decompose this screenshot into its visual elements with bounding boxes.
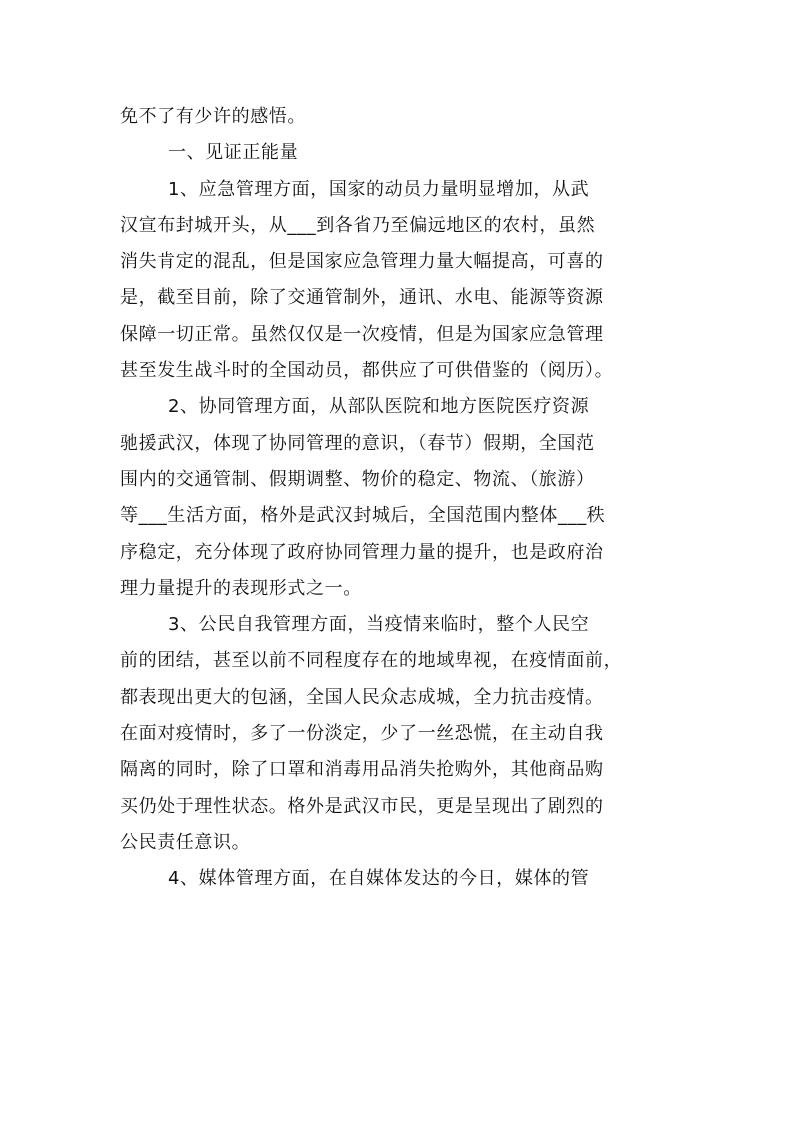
text-line: 消失肯定的混乱，但是国家应急管理力量大幅提高，可喜的: [120, 251, 604, 273]
text-line: 汉宣布封城开头，从___到各省乃至偏远地区的农村，虽然: [120, 214, 596, 236]
text-line: 前的团结，甚至以前不同程度存在的地域卑视，在疫情面前，: [120, 650, 623, 672]
text-line: 是，截至目前，除了交通管制外，通讯、水电、能源等资源: [120, 287, 604, 309]
text-line: 2、协同管理方面，从部队医院和地方医院医疗资源: [168, 396, 590, 418]
text-line: 免不了有少许的感悟。: [120, 106, 306, 127]
text-line: 公民责任意识。: [120, 831, 251, 853]
text-line: 一、见证正能量: [168, 142, 299, 164]
document-body: [120, 99, 680, 898]
text-line: 理力量提升的表现形式之一。: [120, 577, 362, 599]
text-line: 甚至发生战斗时的全国动员，都供应了可供借鉴的（阅历）。: [120, 360, 614, 382]
text-line: 4、媒体管理方面，在自媒体发达的今日，媒体的管: [168, 868, 590, 890]
text-line: 保障一切正常。虽然仅仅是一次疫情，但是为国家应急管理: [120, 323, 604, 345]
text-line: 围内的交通管制、假期调整、物价的稳定、物流、（旅游）: [120, 468, 595, 490]
text-line: 驰援武汉，体现了协同管理的意识，（春节）假期，全国范: [120, 432, 595, 454]
text-line: 序稳定，充分体现了政府协同管理力量的提升，也是政府治: [120, 541, 604, 563]
text-line: 都表现出更大的包涵，全国人民众志成城，全力抗击疫情。: [120, 686, 604, 708]
text-line: 在面对疫情时，多了一份淡定，少了一丝恐慌，在主动自我: [120, 723, 604, 745]
text-line: 等___生活方面，格外是武汉封城后，全国范围内整体___秩: [120, 505, 606, 527]
text-line: 3、公民自我管理方面，当疫情来临时，整个人民空: [168, 614, 590, 636]
text-line: 隔离的同时，除了口罩和消毒用品消失抢购外，其他商品购: [120, 759, 604, 781]
text-line: 买仍处于理性状态。格外是武汉市民，更是呈现出了剧烈的: [120, 795, 604, 817]
text-line: 1、应急管理方面，国家的动员力量明显增加，从武: [168, 178, 590, 200]
